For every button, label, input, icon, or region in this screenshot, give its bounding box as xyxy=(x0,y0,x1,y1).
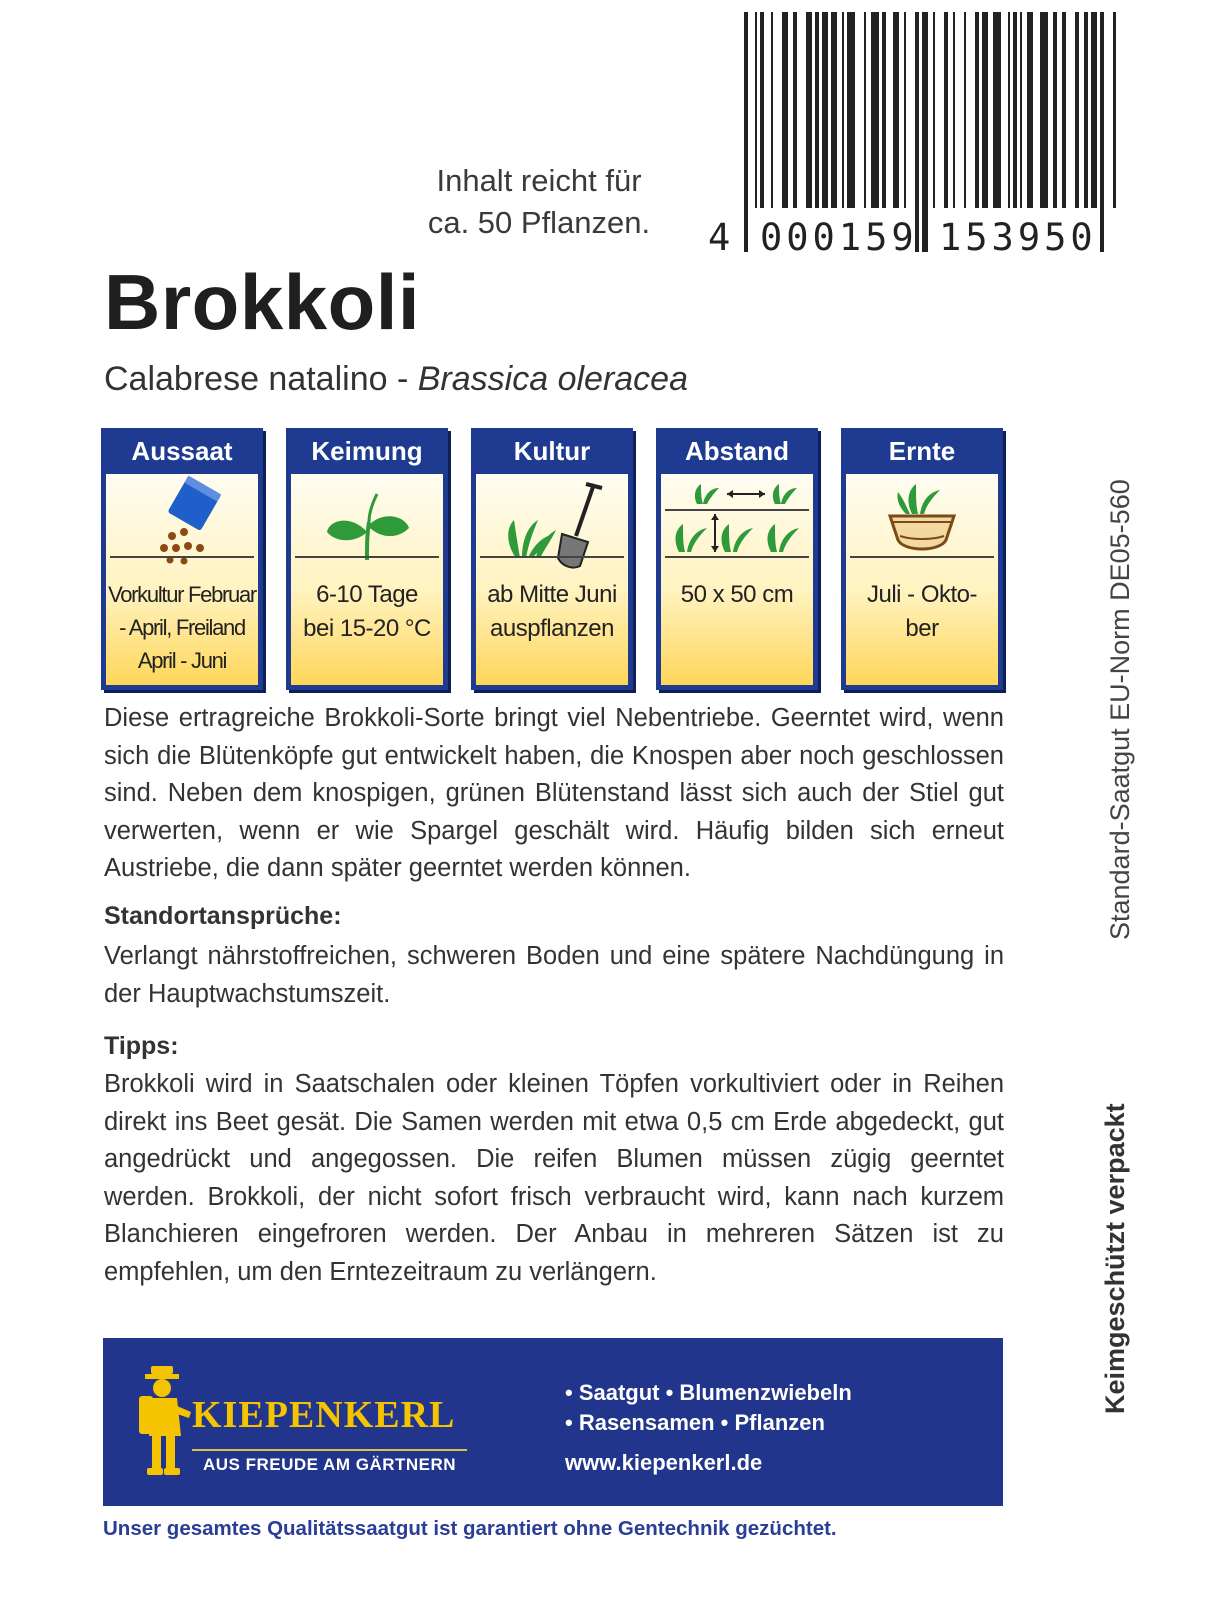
variety-name: Calabrese natalino - xyxy=(104,360,409,398)
info-box-ernte xyxy=(841,428,1003,690)
barcode-bar xyxy=(771,12,773,208)
brand-divider xyxy=(192,1449,467,1451)
info-box-aussaat xyxy=(101,428,263,690)
barcode-bar xyxy=(1075,12,1079,208)
kiepenkerl-figure-logo xyxy=(133,1366,193,1478)
barcode-bar xyxy=(782,12,788,208)
info-box-abstand xyxy=(656,428,818,690)
barcode-bar xyxy=(953,12,955,208)
barcode-bar xyxy=(1013,12,1017,208)
barcode-bar xyxy=(831,12,837,208)
barcode-bar xyxy=(1027,12,1033,208)
barcode-bar xyxy=(904,12,906,208)
info-box-kultur xyxy=(471,428,633,690)
ground-line xyxy=(850,556,994,558)
barcode-bar xyxy=(1113,12,1116,208)
barcode-bar xyxy=(893,12,899,208)
info-box-heading: Kultur xyxy=(513,436,591,466)
gmo-free-notice: Unser gesamtes Qualitätssaatgut ist garantiert ohne Gentechnik gezüchtet. xyxy=(103,1517,837,1540)
product-subtitle xyxy=(104,360,688,399)
info-box-text: 50 x 50 cm xyxy=(680,581,794,608)
info-box-heading: Aussaat xyxy=(131,436,233,466)
barcode-bar xyxy=(871,12,879,208)
product-title: Brokkoli xyxy=(104,258,421,346)
brand-name: KIEPENKERL xyxy=(192,1394,456,1436)
barcode-digit-prefix: 4 xyxy=(708,216,731,259)
content-note xyxy=(405,160,673,244)
barcode-bar xyxy=(1040,12,1048,208)
barcode-bar xyxy=(982,12,988,208)
location-heading: Standortansprüche: xyxy=(104,902,342,930)
barcode-bar xyxy=(1084,12,1088,208)
ground-line xyxy=(665,556,809,558)
barcode-bar xyxy=(815,12,819,208)
info-box-heading: Abstand xyxy=(685,436,789,466)
barcode-bar xyxy=(755,12,757,208)
website-link[interactable]: www.kiepenkerl.de xyxy=(565,1450,763,1475)
barcode-bar xyxy=(1008,12,1010,208)
barcode-bar xyxy=(1100,12,1104,252)
barcode-bar xyxy=(922,12,928,252)
barcode-bar xyxy=(882,12,886,208)
barcode-bar xyxy=(1062,12,1066,208)
info-box-text: ab Mitte Juni auspflanzen xyxy=(487,581,617,642)
barcode-bar xyxy=(1053,12,1057,208)
latin-name: Brassica oleracea xyxy=(417,360,688,398)
info-box-keimung xyxy=(286,428,448,690)
barcode-bar xyxy=(760,12,764,208)
barcode-bar xyxy=(822,12,828,208)
brand-slogan: AUS FREUDE AM GÄRTNERN xyxy=(202,1455,457,1474)
info-box-text: Juli - Okto- ber xyxy=(866,581,977,642)
spacing-icon xyxy=(661,474,813,574)
packaging-label: Keimgeschützt verpackt xyxy=(1100,1103,1130,1414)
product-description: Diese ertragreiche Brokkoli-Sorte bringt viel Nebentriebe. Geerntet wird, wenn sich die Blütenköpfe gut entwickelt haben, die Knospen aber noch geschlossen sind. Neben dem knospigen, grünen Blütenstand lässt sich auch der Stiel gut verwerten, wenn er wie Spargel geschält wird. Häufig bilden sich erneut Austriebe, die dann später geerntet werden können. xyxy=(104,704,1004,882)
content-note-line1: Inhalt reicht für xyxy=(436,163,642,198)
spade-plants-icon xyxy=(476,474,628,574)
brand-bar xyxy=(103,1338,1003,1506)
barcode-bar xyxy=(842,12,844,208)
barcode-bar xyxy=(806,12,812,208)
barcode xyxy=(708,12,1116,259)
seed-packet-icon xyxy=(106,474,258,574)
ground-line xyxy=(110,556,254,558)
barcode-digits-left: 000159 xyxy=(760,216,918,259)
barcode-bar xyxy=(1091,12,1097,208)
info-box-heading: Ernte xyxy=(888,436,956,466)
ground-line xyxy=(295,556,439,558)
barcode-bar xyxy=(975,12,979,208)
barcode-bar xyxy=(847,12,855,208)
barcode-bar xyxy=(993,12,1001,208)
barcode-bar xyxy=(1020,12,1022,208)
harvest-bowl-icon xyxy=(846,474,998,574)
barcode-digits-right: 153950 xyxy=(939,216,1097,259)
seed-norm-label: Standard-Saatgut EU-Norm DE05-560 xyxy=(1105,479,1135,940)
content-note-line2: ca. 50 Pflanzen. xyxy=(427,205,651,240)
barcode-bar xyxy=(964,12,966,208)
tips-text: Brokkoli wird in Saatschalen oder kleinen Töpfen vorkultiviert oder in Reihen direkt ins Beet gesät. Die Samen werden mit etwa 0,5 cm Erde abgedeckt, gut angedrückt und angegossen. Die reifen Blumen müssen zügig geerntet werden. Brokkoli, der nicht sofort frisch verbraucht wird, kann nach kurzem Blanchieren eingefroren werden. Der Anbau in mehreren Sätzen ist zu empfehlen, um den Erntezeitraum zu verlängern. xyxy=(104,1070,1004,1286)
barcode-bar xyxy=(864,12,866,208)
info-box-text: 6-10 Tage bei 15-20 °C xyxy=(303,581,431,642)
barcode-bar xyxy=(793,12,797,208)
barcode-bar xyxy=(744,12,748,252)
barcode-bar xyxy=(933,12,935,208)
tips-heading: Tipps: xyxy=(104,1032,179,1060)
product-range-line2: • Rasensamen • Pflanzen xyxy=(565,1410,825,1435)
info-box-heading: Keimung xyxy=(311,436,423,466)
product-range-line1: • Saatgut • Blumenzwiebeln xyxy=(565,1380,852,1405)
ground-line xyxy=(480,556,624,558)
barcode-bar xyxy=(944,12,948,208)
info-box-text: Vorkultur Februar - April, Freiland April - Juni xyxy=(108,582,256,673)
location-text: Verlangt nährstoffreichen, schweren Boden und eine spätere Nachdüngung in der Hauptwachstumszeit. xyxy=(104,942,1004,1008)
seedling-icon xyxy=(291,474,443,574)
